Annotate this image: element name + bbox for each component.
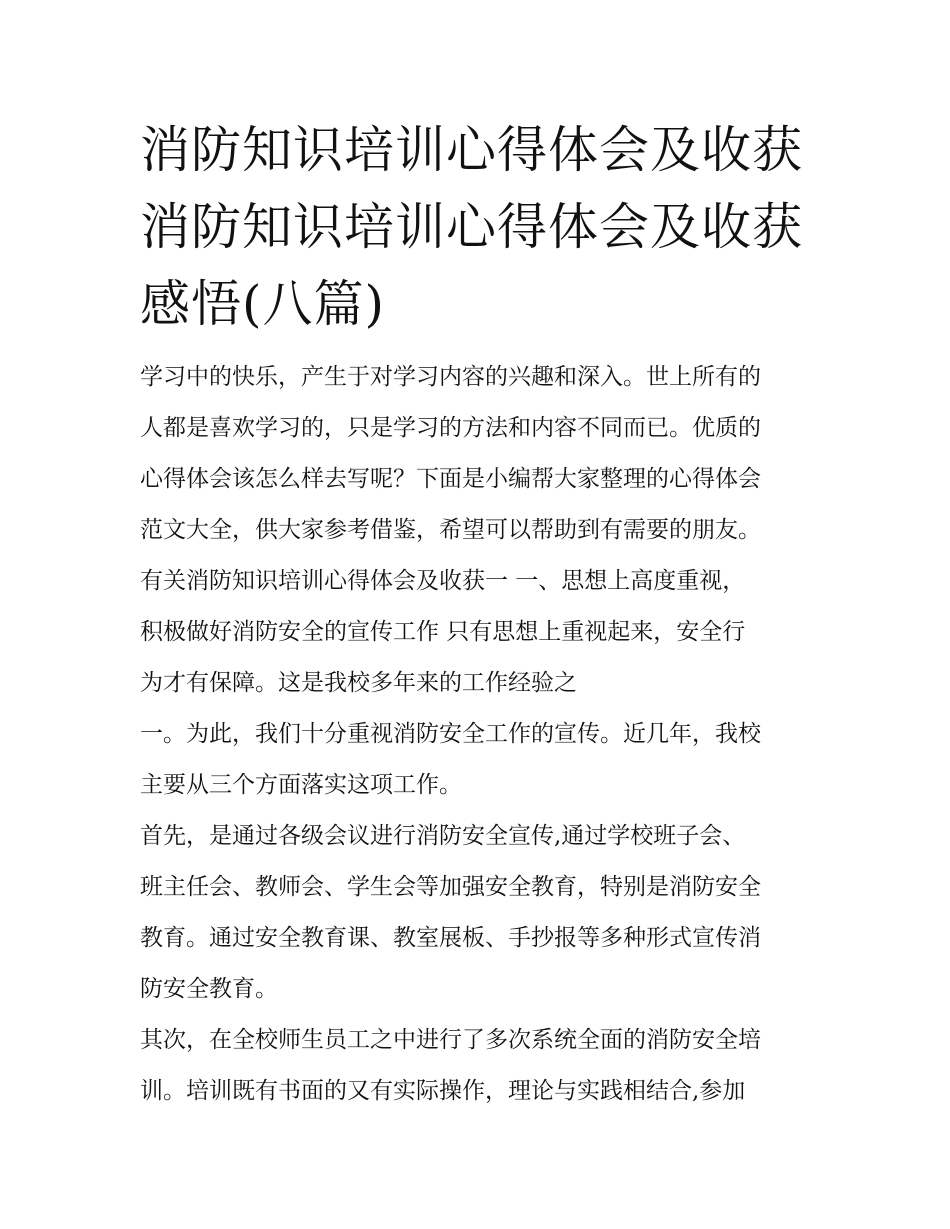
body-line: 有关消防知识培训心得体会及收获一 一、思想上高度重视， bbox=[140, 568, 746, 594]
body-line: 为才有保障。这是我校多年来的工作经验之 bbox=[140, 670, 577, 696]
body-line: 主要从三个方面落实这项工作。 bbox=[140, 772, 462, 798]
body-line: 班主任会、教师会、学生会等加强安全教育，特别是消防安全 bbox=[140, 874, 761, 900]
document-title bbox=[140, 112, 820, 343]
body-line: 心得体会该怎么样去写呢？下面是小编帮大家整理的心得体会 bbox=[140, 466, 761, 492]
body-line: 一。为此，我们十分重视消防安全工作的宣传。近几年，我校 bbox=[140, 721, 761, 747]
body-line: 训。培训既有书面的又有实际操作，理论与实践相结合,参加 bbox=[140, 1078, 746, 1104]
body-line: 范文大全，供大家参考借鉴，希望可以帮助到有需要的朋友。 bbox=[140, 517, 761, 543]
body-line: 学习中的快乐，产生于对学习内容的兴趣和深入。世上所有的 bbox=[140, 364, 761, 390]
title-line: 感悟(八篇) bbox=[140, 275, 386, 333]
body-line: 积极做好消防安全的宣传工作 只有思想上重视起来，安全行 bbox=[140, 619, 746, 645]
body-line: 教育。通过安全教育课、教室展板、手抄报等多种形式宣传消 bbox=[140, 925, 761, 951]
title-line: 消防知识培训心得体会及收获 bbox=[140, 121, 803, 179]
body-line: 防安全教育。 bbox=[140, 976, 278, 1002]
title-line: 消防知识培训心得体会及收获 bbox=[140, 198, 803, 256]
document-body bbox=[140, 352, 830, 1117]
body-line: 其次，在全校师生员工之中进行了多次系统全面的消防安全培 bbox=[140, 1027, 761, 1053]
body-line: 首先，是通过各级会议进行消防安全宣传,通过学校班子会、 bbox=[140, 823, 746, 849]
body-line: 人都是喜欢学习的，只是学习的方法和内容不同而已。优质的 bbox=[140, 415, 761, 441]
